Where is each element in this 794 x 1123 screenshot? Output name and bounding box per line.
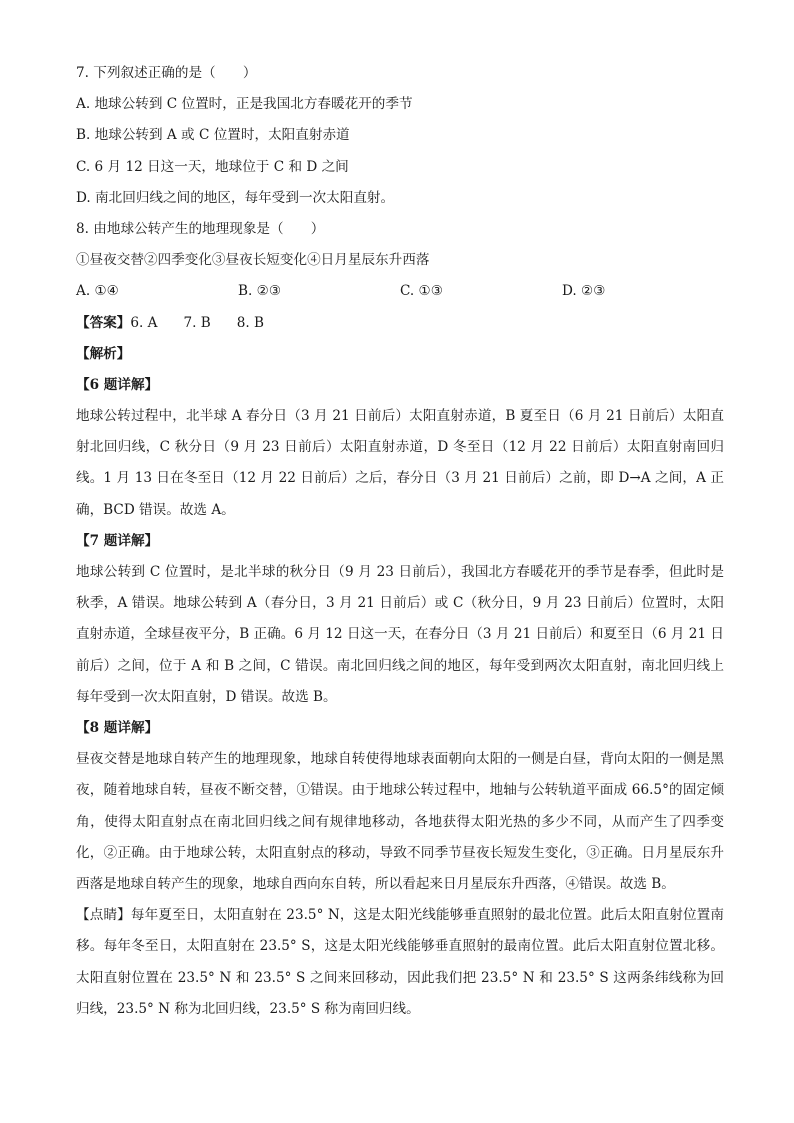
question-8-stem: 8. 由地球公转产生的地理现象是（ ） bbox=[76, 220, 325, 237]
question-7-stem: 7. 下列叙述正确的是（ ） bbox=[76, 65, 257, 81]
answer-8: 8. B bbox=[236, 314, 265, 331]
answer-6: 6. A bbox=[130, 314, 158, 331]
detail-7-text: 地球公转到 C 位置时，是北半球的秋分日（9 月 23 日前后），我国北方春暖花开的季节是春季，但此时是秋季，A 错误。地球公转到 A（春分日，3 月 21 日前后）或 C（秋分日，9 月 23 日前后）位置时，太阳直射赤道，全球昼夜平分，B 正确。6 月 12 日这一天，在春分日（3 月 21 日前后）和夏至日（6 月 21 日前后）之间，位于 A 和 B 之间，C 错误。南北回归线之间的地区，每年受到两次太阳直射，南北回归线上每年受到一次太阳直射，D 错误。故选 B。 bbox=[76, 564, 724, 705]
detail-8-heading: 【8 题详解】 bbox=[76, 720, 159, 737]
question-8-option-d: D. ②③ bbox=[562, 283, 606, 300]
answer-label: 【答案】 bbox=[76, 314, 131, 331]
detail-6-text: 地球公转过程中，北半球 A 春分日（3 月 21 日前后）太阳直射赤道，B 夏至日（6 月 21 日前后）太阳直射北回归线，C 秋分日（9 月 23 日前后）太阳直射赤道，D 冬至日（12 月 22 日前后）太阳直射南回归线。1 月 13 日在冬至日（12 月 22 日前后）之后，春分日（3 月 21 日前后）之前，即 D→A 之间，A 正确，BCD 错误。故选 A。 bbox=[76, 408, 724, 518]
question-8-list: ①昼夜交替②四季变化③昼夜长短变化④日月星辰东升西落 bbox=[76, 252, 430, 269]
question-8-option-c: C. ①③ bbox=[400, 283, 443, 300]
question-8-options bbox=[76, 276, 724, 307]
answer-7: 7. B bbox=[183, 314, 211, 331]
question-8-option-a: A. ①④ bbox=[76, 283, 119, 300]
question-7-option-c: C. 6 月 12 日这一天，地球位于 C 和 D 之间 bbox=[76, 158, 349, 175]
analysis-label: 【解析】 bbox=[76, 345, 131, 362]
question-7-option-b: B. 地球公转到 A 或 C 位置时，太阳直射赤道 bbox=[76, 127, 350, 144]
document-page bbox=[76, 58, 724, 1025]
answer-section bbox=[76, 308, 724, 339]
question-7-option-d: D. 南北回归线之间的地区，每年受到一次太阳直射。 bbox=[76, 189, 395, 206]
detail-8-text: 昼夜交替是地球自转产生的地理现象，地球自转使得地球表面朝向太阳的一侧是白昼，背向太阳的一侧是黑夜，随着地球自转，昼夜不断交替，①错误。由于地球公转过程中，地轴与公转轨道平面成 66.5°的固定倾角，使得太阳直射点在南北回归线之间有规律地移动，各地获得太阳光热的多少不同，从而产生了四季变化，②正确。由于地球公转，太阳直射点的移动，导致不同季节昼夜长短发生变化，③正确。日月星辰东升西落是地球自转产生的现象，地球自西向东自转，所以看起来日月星辰东升西落，④错误。故选 B。 bbox=[76, 751, 724, 893]
detail-6-heading: 【6 题详解】 bbox=[76, 376, 159, 393]
question-7-option-a: A. 地球公转到 C 位置时，正是我国北方春暖花开的季节 bbox=[76, 96, 413, 113]
tip-text: 【点睛】每年夏至日，太阳直射在 23.5° N，这是太阳光线能够垂直照射的最北位置。此后太阳直射位置南移。每年冬至日，太阳直射在 23.5° S，这是太阳光线能够垂直照射的最南位置。此后太阳直射位置北移。太阳直射位置在 23.5° N 和 23.5° S 之间来回移动，因此我们把 23.5° N 和 23.5° S 这两条纬线称为回归线，23.5° N 称为北回归线，23.5° S 称为南回归线。 bbox=[76, 907, 724, 1017]
detail-7-heading: 【7 题详解】 bbox=[76, 532, 159, 549]
question-8-option-b: B. ②③ bbox=[238, 283, 282, 300]
